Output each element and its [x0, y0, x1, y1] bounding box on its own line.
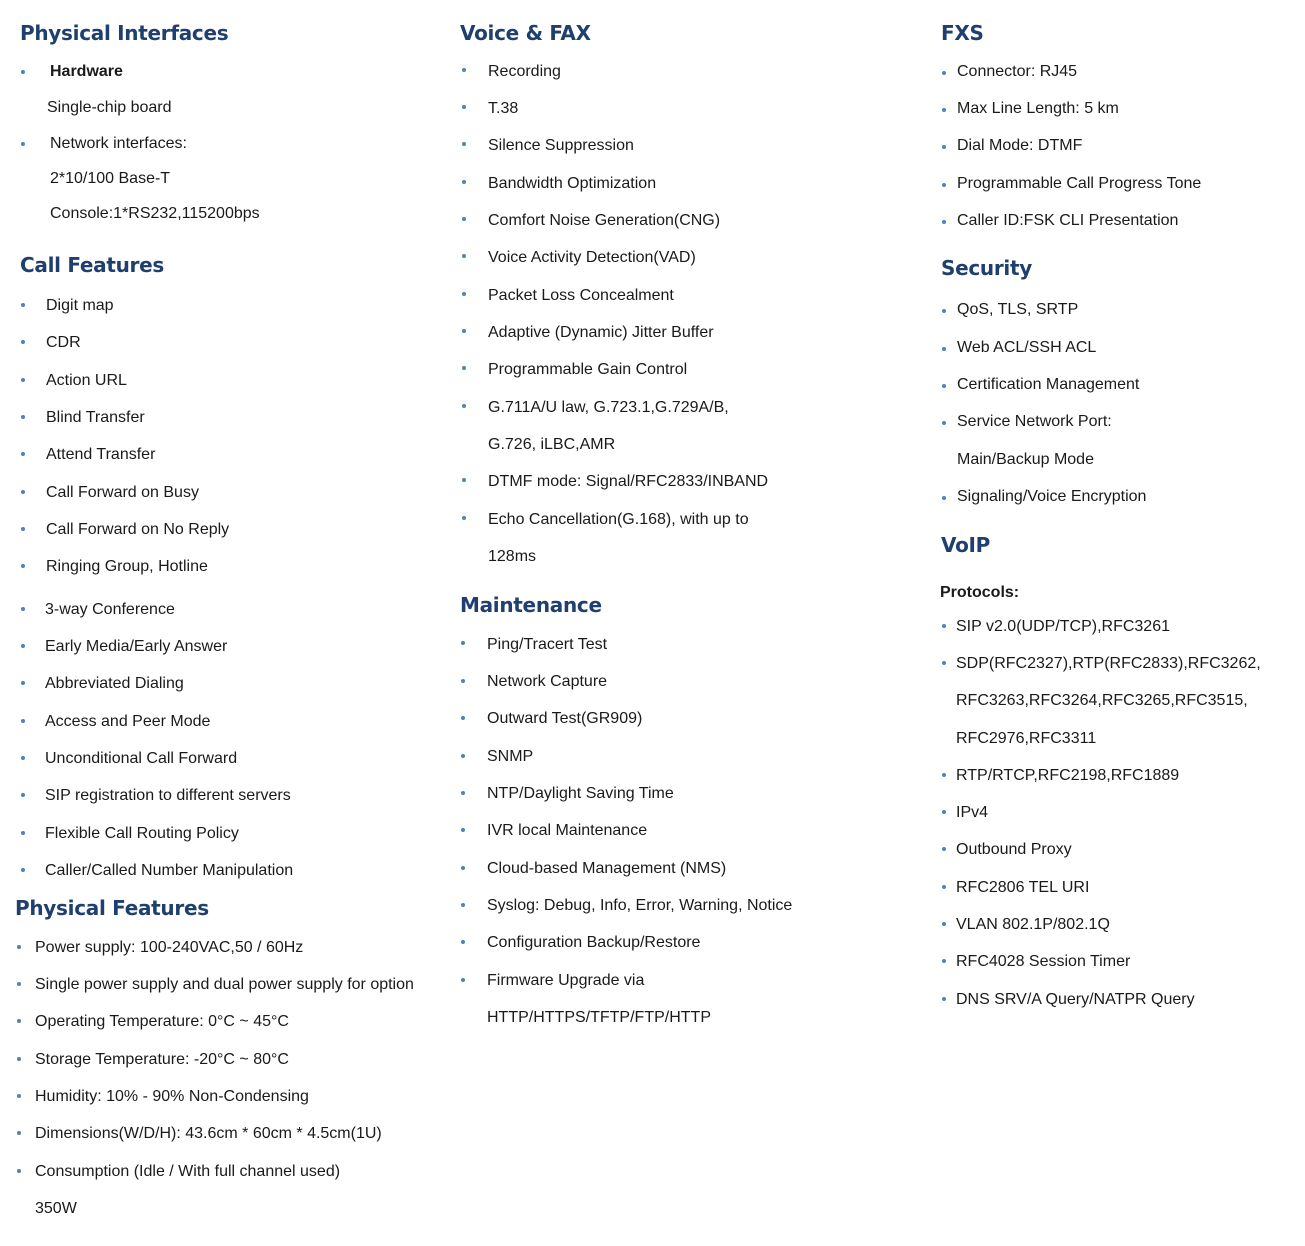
list-item: Recording [488, 63, 561, 80]
list-item: Power supply: 100-240VAC,50 / 60Hz [35, 939, 304, 956]
list-item: Cloud-based Management (NMS) [487, 860, 727, 877]
bullet-icon [21, 527, 25, 531]
bullet-icon [942, 661, 946, 665]
list-item-continuation: G.726, iLBC,AMR [488, 436, 616, 453]
list-item: RFC2806 TEL URI [956, 879, 1090, 896]
bullet-icon [17, 1131, 21, 1135]
list-item: 3-way Conference [45, 601, 175, 618]
list-item: RFC4028 Session Timer [956, 953, 1131, 970]
list-item: Max Line Length: 5 km [957, 100, 1119, 117]
bullet-icon [942, 384, 946, 388]
list-item: DTMF mode: Signal/RFC2833/INBAND [488, 473, 769, 490]
list-item: Access and Peer Mode [45, 713, 211, 730]
list-item: Action URL [46, 372, 127, 389]
bullet-icon [462, 105, 466, 109]
list-item-continuation: Main/Backup Mode [957, 451, 1094, 468]
list-item: QoS, TLS, SRTP [957, 301, 1079, 318]
bullet-icon [461, 978, 465, 982]
section-title-call-features: Call Features [20, 253, 164, 277]
bullet-icon [462, 68, 466, 72]
bullet-icon [21, 644, 25, 648]
bullet-icon [461, 903, 465, 907]
list-item: Firmware Upgrade via [487, 972, 645, 989]
protocols-label: Protocols: [940, 584, 1020, 601]
list-item: Connector: RJ45 [957, 63, 1078, 80]
list-item: VLAN 802.1P/802.1Q [956, 916, 1110, 933]
list-item: T.38 [488, 100, 519, 117]
list-item: Operating Temperature: 0°C ~ 45°C [35, 1013, 289, 1030]
bullet-icon [21, 607, 25, 611]
list-item: SDP(RFC2327),RTP(RFC2833),RFC3262, [956, 655, 1261, 672]
bullet-icon [21, 719, 25, 723]
bullet-icon [462, 404, 466, 408]
list-item: Ringing Group, Hotline [46, 558, 208, 575]
bullet-icon [461, 641, 465, 645]
list-item: Comfort Noise Generation(CNG) [488, 212, 721, 229]
bullet-icon [461, 791, 465, 795]
list-item: Adaptive (Dynamic) Jitter Buffer [488, 324, 714, 341]
list-item: Voice Activity Detection(VAD) [488, 249, 696, 266]
list-item: Programmable Gain Control [488, 361, 688, 378]
bullet-icon [461, 828, 465, 832]
bullet-icon [21, 452, 25, 456]
list-item: Abbreviated Dialing [45, 675, 184, 692]
bullet-icon [21, 793, 25, 797]
bullet-icon [942, 71, 946, 75]
list-item-continuation: 350W [35, 1200, 77, 1217]
list-item: Echo Cancellation(G.168), with up to [488, 511, 749, 528]
list-item: Bandwidth Optimization [488, 175, 657, 192]
bullet-icon [942, 624, 946, 628]
bullet-icon [462, 254, 466, 258]
bullet-icon [942, 885, 946, 889]
list-item: Call Forward on No Reply [46, 521, 230, 538]
section-title-maintenance: Maintenance [460, 593, 602, 617]
list-item-continuation: 2*10/100 Base-T [50, 170, 171, 187]
bullet-icon [942, 220, 946, 224]
bullet-icon [17, 1057, 21, 1061]
list-item: Outbound Proxy [956, 841, 1072, 858]
bullet-icon [461, 716, 465, 720]
bullet-icon [17, 1169, 21, 1173]
list-item-continuation: 128ms [488, 548, 537, 565]
bullet-icon [21, 490, 25, 494]
section-title-security: Security [941, 256, 1032, 280]
list-item: Caller ID:FSK CLI Presentation [957, 212, 1179, 229]
list-item-continuation: RFC3263,RFC3264,RFC3265,RFC3515, [956, 692, 1248, 709]
bullet-icon [942, 145, 946, 149]
bullet-icon [462, 292, 466, 296]
bullet-icon [461, 940, 465, 944]
bullet-icon [21, 415, 25, 419]
list-item: Attend Transfer [46, 446, 156, 463]
bullet-icon [21, 340, 25, 344]
list-item: Storage Temperature: -20°C ~ 80°C [35, 1051, 289, 1068]
bullet-icon [942, 183, 946, 187]
bullet-icon [21, 681, 25, 685]
list-item: Digit map [46, 297, 114, 314]
list-item: Signaling/Voice Encryption [957, 488, 1147, 505]
list-item-continuation: RFC2976,RFC3311 [956, 730, 1097, 747]
bullet-icon [17, 982, 21, 986]
bullet-icon [461, 679, 465, 683]
bullet-icon [21, 70, 25, 74]
list-item: Unconditional Call Forward [45, 750, 238, 767]
list-item: Silence Suppression [488, 137, 634, 154]
bullet-icon [462, 478, 466, 482]
bullet-icon [21, 303, 25, 307]
list-item-continuation: HTTP/HTTPS/TFTP/FTP/HTTP [487, 1009, 711, 1026]
bullet-icon [17, 1094, 21, 1098]
bullet-icon [17, 945, 21, 949]
bullet-icon [462, 516, 466, 520]
list-item: Certification Management [957, 376, 1140, 393]
list-item: Web ACL/SSH ACL [957, 339, 1097, 356]
bullet-icon [462, 180, 466, 184]
list-item: CDR [46, 334, 81, 351]
bullet-icon [21, 868, 25, 872]
section-title-physical-interfaces: Physical Interfaces [20, 21, 229, 45]
bullet-icon [461, 866, 465, 870]
section-title-voice-fax: Voice & FAX [460, 21, 591, 45]
list-item-continuation: Single-chip board [47, 99, 172, 116]
list-item: Programmable Call Progress Tone [957, 175, 1202, 192]
list-item: Caller/Called Number Manipulation [45, 862, 294, 879]
bullet-icon [21, 831, 25, 835]
bullet-icon [461, 754, 465, 758]
bullet-icon [942, 997, 946, 1001]
section-title-fxs: FXS [941, 21, 984, 45]
list-item: Blind Transfer [46, 409, 145, 426]
list-item: SIP v2.0(UDP/TCP),RFC3261 [956, 618, 1170, 635]
list-item: G.711A/U law, G.723.1,G.729A/B, [488, 399, 729, 416]
list-item: Syslog: Debug, Info, Error, Warning, Notice [487, 897, 793, 914]
list-item: Dial Mode: DTMF [957, 137, 1083, 154]
list-item: Dimensions(W/D/H): 43.6cm * 60cm * 4.5cm(1U) [35, 1125, 382, 1142]
bullet-icon [21, 142, 25, 146]
section-title-voip: VoIP [941, 533, 991, 557]
bullet-icon [942, 347, 946, 351]
list-item: Service Network Port: [957, 413, 1112, 430]
list-item: Network interfaces: [50, 135, 187, 152]
bullet-icon [21, 564, 25, 568]
bullet-icon [17, 1019, 21, 1023]
list-item: DNS SRV/A Query/NATPR Query [956, 991, 1195, 1008]
list-item: SIP registration to different servers [45, 787, 291, 804]
bullet-icon [462, 142, 466, 146]
bullet-icon [462, 366, 466, 370]
bullet-icon [462, 217, 466, 221]
bullet-icon [21, 756, 25, 760]
list-item: Outward Test(GR909) [487, 710, 643, 727]
bullet-icon [942, 496, 946, 500]
bullet-icon [942, 810, 946, 814]
list-item: Single power supply and dual power supply for option [35, 976, 414, 993]
list-item: IPv4 [956, 804, 989, 821]
list-item-continuation: Console:1*RS232,115200bps [50, 205, 260, 222]
list-item: Humidity: 10% - 90% Non-Condensing [35, 1088, 309, 1105]
bullet-icon [942, 773, 946, 777]
list-item: NTP/Daylight Saving Time [487, 785, 674, 802]
list-item: Network Capture [487, 673, 608, 690]
list-item: Consumption (Idle / With full channel used) [35, 1163, 341, 1180]
list-item: IVR local Maintenance [487, 822, 648, 839]
list-item: SNMP [487, 748, 534, 765]
list-item: Ping/Tracert Test [487, 636, 608, 653]
list-item: Call Forward on Busy [46, 484, 199, 501]
list-item: RTP/RTCP,RFC2198,RFC1889 [956, 767, 1180, 784]
bullet-icon [21, 378, 25, 382]
list-item: Configuration Backup/Restore [487, 934, 701, 951]
bullet-icon [942, 847, 946, 851]
section-title-physical-features: Physical Features [15, 896, 209, 920]
list-item: Packet Loss Concealment [488, 287, 674, 304]
bullet-icon [462, 329, 466, 333]
list-item: Early Media/Early Answer [45, 638, 228, 655]
bullet-icon [942, 108, 946, 112]
list-item: Flexible Call Routing Policy [45, 825, 239, 842]
bullet-icon [942, 922, 946, 926]
bullet-icon [942, 421, 946, 425]
list-item: Hardware [50, 63, 123, 80]
bullet-icon [942, 309, 946, 313]
bullet-icon [942, 959, 946, 963]
